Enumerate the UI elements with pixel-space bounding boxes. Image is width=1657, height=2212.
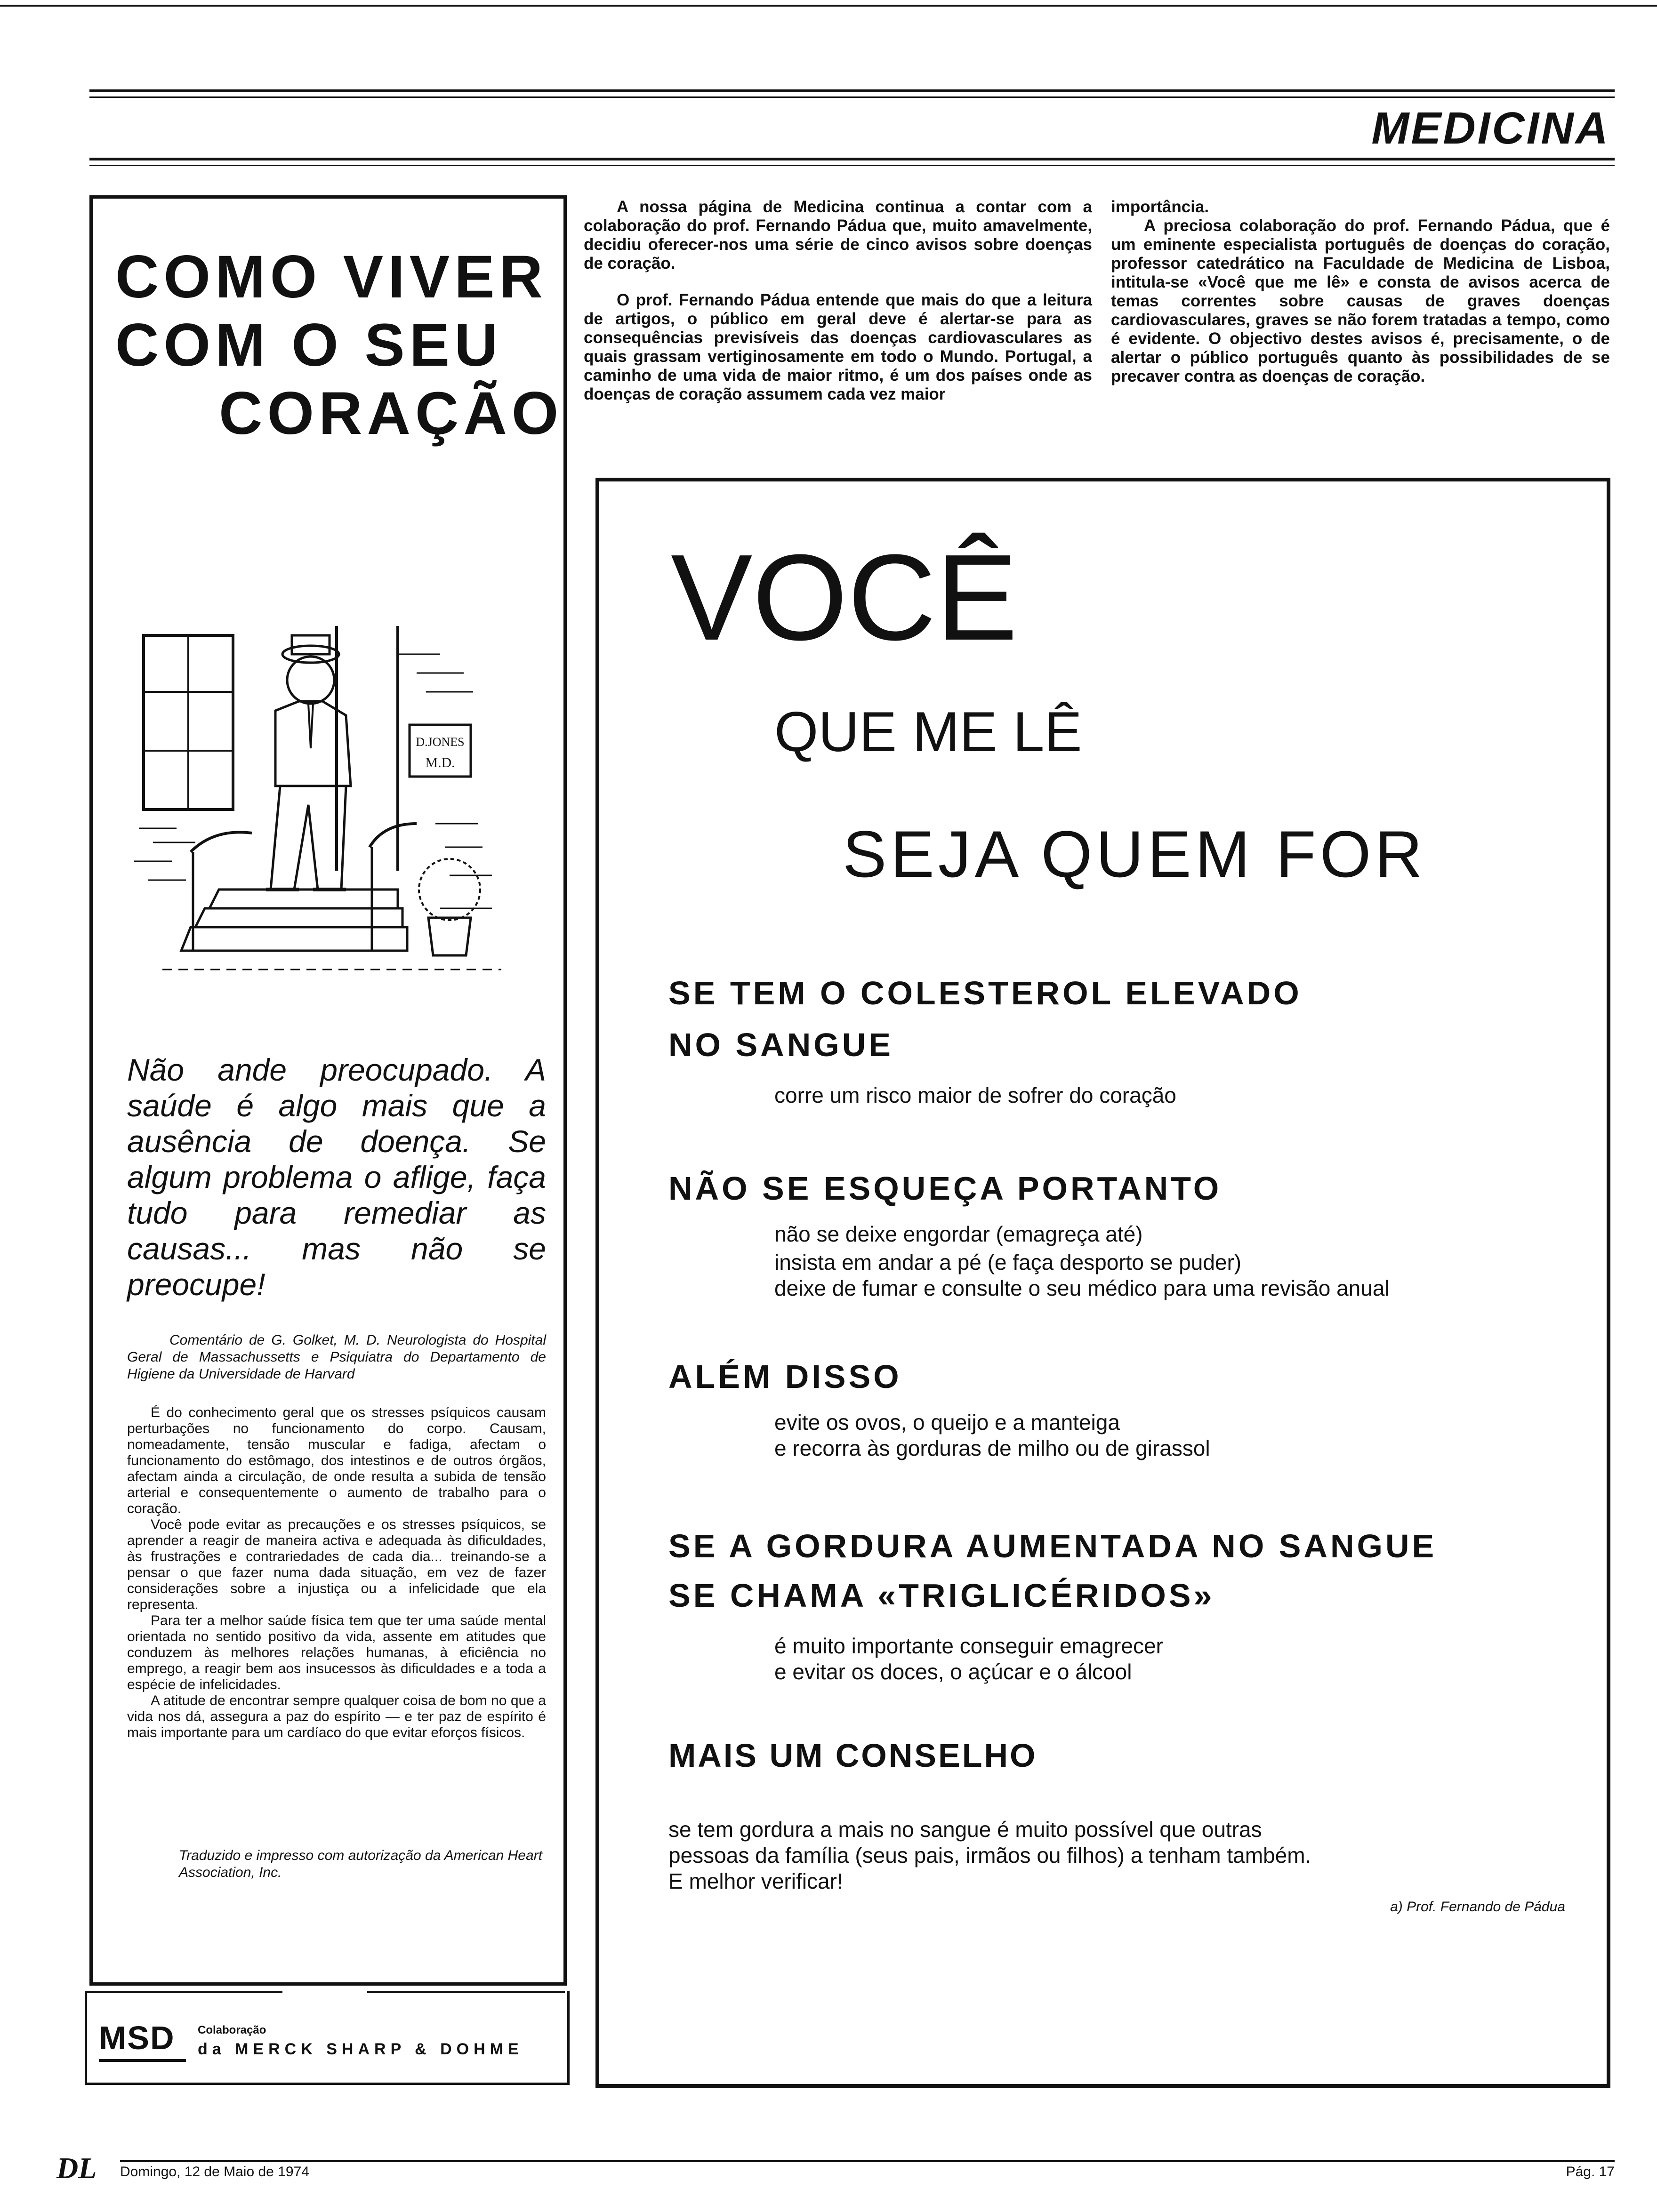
top-border <box>0 5 1657 7</box>
sponsor-label: Colaboração <box>198 2024 266 2036</box>
footer-rule <box>120 2160 1615 2162</box>
intro-continuation: importância. <box>1111 198 1209 216</box>
closing-text: E melhor verificar! <box>668 1869 843 1893</box>
headline-line-1: COMO VIVER <box>115 243 547 311</box>
section-heading-dont-forget: NÃO SE ESQUEÇA PORTANTO <box>668 1170 1222 1207</box>
sponsor-name: da MERCK SHARP & DOHME <box>198 2040 523 2058</box>
sign-text-2: M.D. <box>425 755 455 770</box>
comment-paragraph: Você pode evitar as precauções e os stresses psíquicos, se aprender a reagir de maneira activa e adequada às dificuldades, às frustrações e contrariedades de cada dia... treinando-se a pensar o que fazer numa dada situação, em vez de fazer considerações sobre a injustiça ou a infelicidade que ela representa. <box>127 1517 546 1612</box>
section-text: é muito importante conseguir emagrecer <box>774 1634 1163 1658</box>
doctor-illustration <box>134 626 511 1002</box>
page-number: Pág. 17 <box>1566 2164 1615 2180</box>
sidebar-quote: Não ande preocupado. A saúde é algo mais que a ausência de doença. Se algum problema o aflige, faça tudo para remediar as causas... mas não se preocupe! <box>127 1052 546 1302</box>
comment-attribution: Comentário de G. Golket, M. D. Neurologista do Hospital Geral de Massachussetts e Psiquiatra do Departamento de Higiene da Universidade de Harvard <box>127 1332 546 1382</box>
section-heading-triglycerides-2: SE CHAMA «TRIGLICÉRIDOS» <box>668 1577 1215 1614</box>
section-text: e recorra às gorduras de milho ou de girassol <box>774 1436 1210 1460</box>
section-text: evite os ovos, o queijo e a manteiga <box>774 1410 1120 1435</box>
header-rule-bottom-2 <box>89 165 1615 166</box>
notice-title: VOCÊ <box>671 529 1018 666</box>
section-text: corre um risco maior de sofrer do coração <box>774 1083 1176 1107</box>
section-heading-advice: MAIS UM CONSELHO <box>668 1737 1038 1774</box>
section-heading-besides: ALÉM DISSO <box>668 1358 902 1395</box>
header-rule-top-2 <box>89 96 1615 98</box>
section-heading-cholesterol-2: NO SANGUE <box>668 1026 893 1063</box>
sign-text-1: D.JONES <box>416 735 465 749</box>
intro-column-2 <box>1111 198 1610 386</box>
translation-note: Traduzido e impresso com autorização da American Heart Association, Inc. <box>179 1848 543 1880</box>
section-title: MEDICINA <box>1371 103 1610 153</box>
intro-paragraph: A nossa página de Medicina continua a contar com a colaboração do prof. Fernando Pádua que, muito amavelmente, decidiu oferecer-nos uma série de cinco avisos sobre doenças de coração. <box>584 198 1092 272</box>
section-text: não se deixe engordar (emagreça até) <box>774 1222 1143 1246</box>
comment-paragraph: É do conhecimento geral que os stresses psíquicos causam perturbações no funcionamento do corpo. Causam, nomeadamente, tensão muscular e fadiga, afectam o funcionamento do estômago, dos intestinos e de outros órgãos, afectam ainda a circulação, de onde resulta a subida de tensão arterial e consequentemente o aumento de trabalho para o coração. <box>127 1405 546 1516</box>
intro-column-1 <box>584 198 1092 404</box>
headline-line-3: CORAÇÃO <box>219 380 563 447</box>
notice-subtitle-2: SEJA QUEM FOR <box>843 817 1426 891</box>
notice-subtitle: QUE ME LÊ <box>774 700 1082 763</box>
signature: a) Prof. Fernando de Pádua <box>1390 1899 1565 1915</box>
comment-paragraph: Para ter a melhor saúde física tem que ter uma saúde mental orientada no sentido positivo da vida, assente em atitudes que conduzem às melhores relações humanas, à eficiência no emprego, a reagir bem aos insucessos às dificuldades e a toda a espécie de infelicidades. <box>127 1613 546 1692</box>
section-heading-cholesterol-1: SE TEM O COLESTEROL ELEVADO <box>668 975 1302 1011</box>
comment-paragraph: A atitude de encontrar sempre qualquer coisa de bom no que a vida nos dá, assegura a paz do espírito — e ter paz de espírito é mais importante para um cardíaco do que evitar eforços físicos. <box>127 1693 546 1740</box>
section-heading-triglycerides-1: SE A GORDURA AUMENTADA NO SANGUE <box>668 1528 1437 1564</box>
newspaper-logo: DL <box>56 2151 97 2185</box>
intro-paragraph: A preciosa colaboração do prof. Fernando Pádua, que é um eminente especialista português de doenças do coração, professor catedrático na Faculdade de Medicina de Lisboa, intitula-se «Você que me lê» e consta de avisos acerca de temas correntes sobre causas de graves doenças cardiovasculares, graves se não forem tratadas a tempo, como é evidente. O objectivo destes avisos é, precisamente, o de alertar o público português quanto às possibilidades de se precaver contra as doenças de coração. <box>1111 216 1610 385</box>
header-rule-bottom <box>89 158 1615 160</box>
intro-paragraph: O prof. Fernando Pádua entende que mais do que a leitura de artigos, o público em geral deve é alertar-se para as consequências previsíveis das doenças cardiovasculares as quais grassam vertiginosamente em todo o Mundo. Portugal, a caminho de uma vida de maior ritmo, é um dos países onde as doenças de coração assumem cada vez maior <box>584 291 1092 403</box>
header-rule-top <box>89 89 1615 92</box>
section-text: e evitar os doces, o açúcar e o álcool <box>774 1659 1132 1684</box>
closing-text: pessoas da família (seus pais, irmãos ou filhos) a tenham também. <box>668 1843 1311 1867</box>
section-text: deixe de fumar e consulte o seu médico para uma revisão anual <box>774 1276 1390 1300</box>
comment-body <box>127 1405 546 1741</box>
sponsor-rule-bottom <box>85 2083 567 2085</box>
msd-logo: MSD <box>99 2020 175 2056</box>
closing-text: se tem gordura a mais no sangue é muito possível que outras <box>668 1817 1262 1842</box>
sponsor-rule-top <box>85 1991 282 1993</box>
section-text: insista em andar a pé (e faça desporto se puder) <box>774 1250 1242 1274</box>
sponsor-rule-top-right <box>367 1991 565 1993</box>
headline-line-2: COM O SEU <box>115 312 503 379</box>
footer-date: Domingo, 12 de Maio de 1974 <box>120 2164 309 2180</box>
msd-underline <box>99 2059 186 2062</box>
